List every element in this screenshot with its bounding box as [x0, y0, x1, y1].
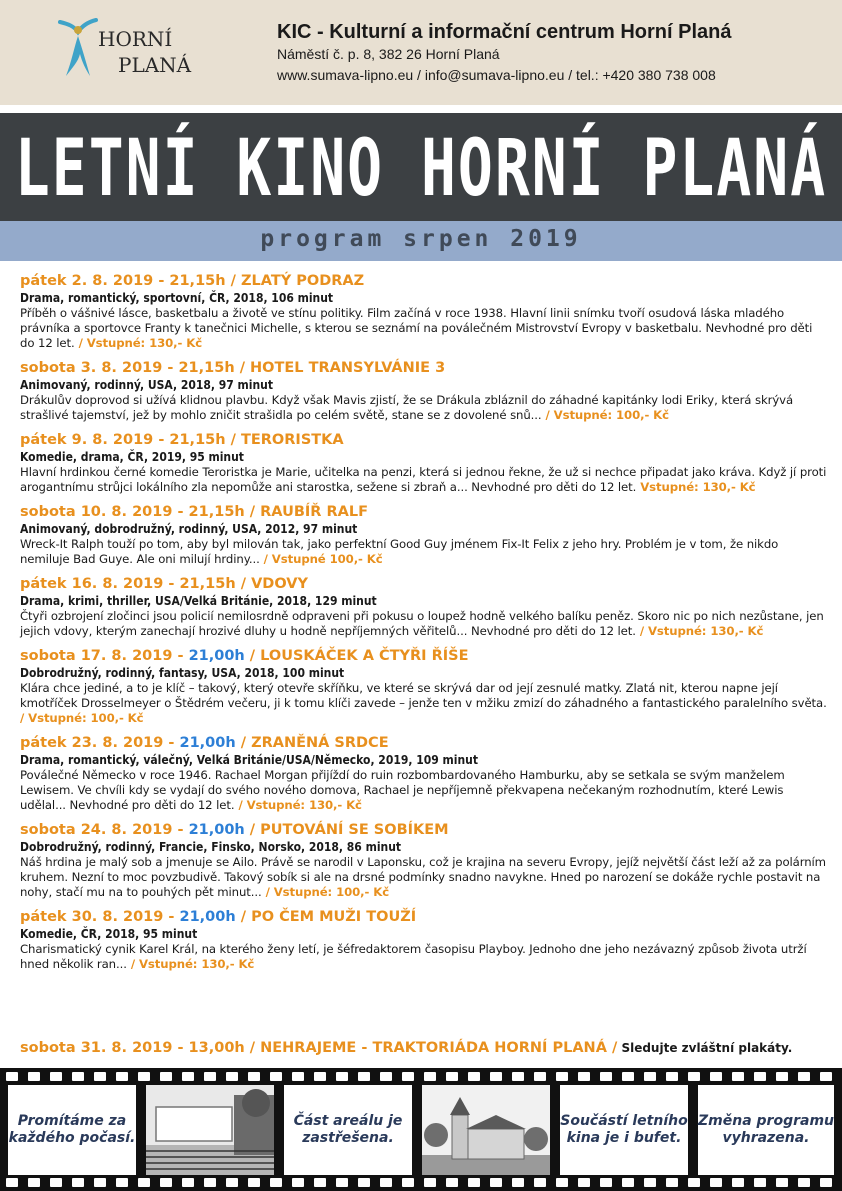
- film-perforation: [402, 1178, 414, 1187]
- film-photo-open-air: [146, 1085, 274, 1175]
- page-subtitle: program srpen 2019: [260, 226, 582, 252]
- film-perforation: [776, 1178, 788, 1187]
- film-perforation: [446, 1072, 458, 1081]
- event-price: / Vstupné: 130,- Kč: [74, 336, 203, 350]
- event-price: / Vstupné: 100,- Kč: [541, 408, 669, 422]
- film-perforation: [446, 1178, 458, 1187]
- film-perforation: [116, 1178, 128, 1187]
- film-perforation: [28, 1072, 40, 1081]
- film-perforation: [424, 1072, 436, 1081]
- film-frame-changes: [698, 1085, 834, 1175]
- film-perforation: [380, 1178, 392, 1187]
- film-perforation: [424, 1178, 436, 1187]
- film-perforation: [578, 1178, 590, 1187]
- church-photo: [422, 1085, 550, 1175]
- film-perforation: [358, 1072, 370, 1081]
- event-description: [20, 768, 830, 813]
- logo-line-1: HORNÍ: [98, 27, 173, 51]
- organization-contact: www.sumava-lipno.eu / info@sumava-lipno.eu / tel.: +420 380 738 008: [277, 67, 716, 83]
- event-item: [20, 272, 830, 351]
- film-perforation: [556, 1178, 568, 1187]
- event-item: [20, 734, 830, 813]
- film-perforation: [292, 1178, 304, 1187]
- film-perforation: [666, 1178, 678, 1187]
- event-date: sobota 10. 8. 2019 - 21,15h: [20, 504, 245, 520]
- event-description: [20, 306, 830, 351]
- event-description-text: Wreck-It Ralph touží po tom, aby byl milován tak, jako perfektní Good Guy jménem Fix-It Felix z jeho hry. Problém je v tom, že nikdo nemiluje Bad Guye. Ale oni milují hrdiny...: [20, 537, 779, 566]
- last-event-note: Sledujte zvláštní plakáty.: [617, 1041, 793, 1055]
- film-perforation: [270, 1072, 282, 1081]
- event-film-title: / TERORISTKA: [225, 432, 344, 448]
- film-perforation: [600, 1178, 612, 1187]
- film-perforation: [402, 1072, 414, 1081]
- film-perforation: [534, 1072, 546, 1081]
- film-perforation: [622, 1178, 634, 1187]
- event-item: [20, 647, 830, 726]
- event-time: 21,00h: [188, 648, 245, 664]
- film-perforation: [182, 1178, 194, 1187]
- event-heading: [20, 734, 830, 753]
- film-frame-changes-text: Změna programu vyhrazena.: [698, 1113, 834, 1146]
- film-perforation: [160, 1072, 172, 1081]
- film-perforation: [380, 1072, 392, 1081]
- event-film-title: / ZRANĚNÁ SRDCE: [235, 735, 389, 751]
- film-perforation: [50, 1178, 62, 1187]
- film-perforation: [666, 1072, 678, 1081]
- film-perforation: [72, 1072, 84, 1081]
- event-date: pátek 9. 8. 2019 - 21,15h: [20, 432, 226, 448]
- film-perforation: [182, 1072, 194, 1081]
- film-perforation: [468, 1178, 480, 1187]
- film-perforation: [160, 1178, 172, 1187]
- event-description-text: Náš hrdina je malý sob a jmenuje se Ailo. Právě se narodil v Laponsku, což je krajina na severu Evropy, jejíž největší část leží až za polárním kruhem. Nezní to moc povzbudivě. Takový sobík si ale na drsné podmínky snadno navykne. Hned po narození se dokáže rychle postavit na nohy, stačí mu na to pouhých pět minut...: [20, 855, 826, 899]
- film-frame-weather-text: Promítáme za každého počasí.: [8, 1113, 136, 1146]
- event-item: [20, 821, 830, 900]
- event-heading: [20, 647, 830, 666]
- logo-line-2: PLANÁ: [118, 53, 192, 77]
- event-film-title: / RAUBÍŘ RALF: [244, 504, 369, 520]
- film-perforation: [644, 1178, 656, 1187]
- event-price: Vstupné: 130,- Kč: [636, 480, 756, 494]
- film-frame-weather: [8, 1085, 136, 1175]
- event-time: 21,00h: [179, 909, 236, 925]
- film-perforation: [688, 1072, 700, 1081]
- film-perforation: [468, 1072, 480, 1081]
- film-perforation: [512, 1178, 524, 1187]
- event-description-text: Drákulův doprovod si užívá klidnou plavbu. Když však Mavis zjistí, že se Drákula zbláznil do záhadné kapitánky lodi Eriky, která skrývá strašlivé tajemství, jež by mohlo zničit strašidla po celém světě, stane se z dovolené snů...: [20, 393, 794, 422]
- film-perforation: [820, 1072, 832, 1081]
- event-description: [20, 942, 830, 972]
- event-genre: Drama, romantický, válečný, Velká Británie/USA/Německo, 2019, 109 minut: [20, 753, 478, 767]
- event-description: [20, 681, 830, 726]
- film-frame-buffet: [560, 1085, 688, 1175]
- event-heading: [20, 431, 830, 450]
- film-perforation: [622, 1072, 634, 1081]
- event-item: [20, 359, 830, 423]
- film-perforation: [50, 1072, 62, 1081]
- organization-address: Náměstí č. p. 8, 382 26 Horní Planá: [277, 46, 500, 62]
- film-perforation: [556, 1072, 568, 1081]
- film-frame-roof: [284, 1085, 412, 1175]
- film-perforation: [820, 1178, 832, 1187]
- event-genre: Komedie, drama, ČR, 2019, 95 minut: [20, 450, 244, 464]
- film-frame-buffet-text: Součástí letního kina je i bufet.: [560, 1113, 688, 1146]
- last-event: [20, 1040, 792, 1056]
- film-perforation: [798, 1178, 810, 1187]
- event-description: [20, 465, 830, 495]
- film-perforation: [732, 1178, 744, 1187]
- event-date: sobota 17. 8. 2019 -: [20, 648, 189, 664]
- film-perforation: [754, 1178, 766, 1187]
- event-film-title: / LOUSKÁČEK A ČTYŘI ŘÍŠE: [244, 648, 469, 664]
- film-perforation: [270, 1178, 282, 1187]
- event-description: [20, 393, 830, 423]
- film-perforation: [688, 1178, 700, 1187]
- event-time: 21,00h: [179, 735, 236, 751]
- film-perforation: [490, 1178, 502, 1187]
- open-air-screen-photo: [146, 1085, 274, 1175]
- film-perforation: [248, 1072, 260, 1081]
- film-perforation: [138, 1178, 150, 1187]
- film-perforation: [314, 1178, 326, 1187]
- event-date: pátek 23. 8. 2019 -: [20, 735, 180, 751]
- organization-name: KIC - Kulturní a informační centrum Horní Planá: [277, 21, 732, 43]
- event-description: [20, 537, 830, 567]
- film-perforation: [336, 1178, 348, 1187]
- event-description: [20, 609, 830, 639]
- page-title: LETNÍ KINO HORNÍ PLANÁ: [14, 122, 828, 214]
- film-perforation: [732, 1072, 744, 1081]
- film-perforation: [600, 1072, 612, 1081]
- film-perforation: [512, 1072, 524, 1081]
- event-description-text: Hlavní hrdinkou černé komedie Teroristka je Marie, učitelka na penzi, která si jednou řekne, že už si nechce připadat jako kráva. Když jí proti arogantnímu strůjci lokálního zla nepomůže ani starostka, sežene si zbraň a... Nevhodné pro děti do 12 let.: [20, 465, 827, 494]
- event-date: sobota 24. 8. 2019 -: [20, 822, 189, 838]
- event-price: / Vstupné 100,- Kč: [259, 552, 383, 566]
- film-perforation: [710, 1178, 722, 1187]
- logo: [98, 26, 191, 78]
- event-price: / Vstupné: 130,- Kč: [126, 957, 255, 971]
- event-description-text: Poválečné Německo v roce 1946. Rachael Morgan přijíždí do ruin rozbombardovaného Hamburku, aby se setkala se svým manželem Lewisem. Ve chvíli kdy se vydají do svého nového domova, Rachael je nepříjemně překvapena nečekaným rozhodnutím, které Lewis udělal... Nevhodné pro děti do 12 let.: [20, 768, 785, 812]
- film-perforation: [226, 1072, 238, 1081]
- event-genre: Animovaný, rodinný, USA, 2018, 97 minut: [20, 378, 274, 392]
- film-perforation: [490, 1072, 502, 1081]
- event-heading: [20, 272, 830, 291]
- event-price: / Vstupné: 130,- Kč: [234, 798, 362, 812]
- film-perforation: [292, 1072, 304, 1081]
- event-price: / Vstupné: 130,- Kč: [635, 624, 764, 638]
- event-genre: Drama, krimi, thriller, USA/Velká Británie, 2018, 129 minut: [20, 594, 377, 608]
- film-perforation: [754, 1072, 766, 1081]
- last-event-text: sobota 31. 8. 2019 - 13,00h / NEHRAJEME - TRAKTORIÁDA HORNÍ PLANÁ /: [20, 1040, 618, 1056]
- event-genre: Dobrodružný, rodinný, Francie, Finsko, Norsko, 2018, 86 minut: [20, 840, 402, 854]
- film-perforation: [6, 1072, 18, 1081]
- film-perforation: [534, 1178, 546, 1187]
- event-item: [20, 908, 830, 972]
- event-heading: [20, 908, 830, 927]
- film-perforation: [798, 1072, 810, 1081]
- event-date: sobota 3. 8. 2019 - 21,15h: [20, 360, 235, 376]
- film-perforation: [28, 1178, 40, 1187]
- event-description-text: Čtyři ozbrojení zločinci jsou policií nemilosrdně odpraveni při pokusu o loupež hodně velkého balíku peněz. Skoro nic po nich nezůstane, jen jejich vdovy, kterým zanechají hrozivé dluhy u hodně nepříjemných věřitelů... Nevhodné pro děti do 12 let.: [20, 609, 824, 638]
- film-perforation: [116, 1072, 128, 1081]
- film-perforation: [72, 1178, 84, 1187]
- event-description-text: Klára chce jediné, a to je klíč – takový, který otevře skříňku, ve které se skrývá dar od její zesnulé matky. Zlatá nit, kterou napne její kmotříček Drosselmeyer o Štědrém večeru, ji k tomu klíči zavede – jenže ten v mžiku zmizí do záhadného a fantastického paralelního světa.: [20, 681, 827, 710]
- film-perforation: [644, 1072, 656, 1081]
- film-perforation: [336, 1072, 348, 1081]
- header-info: [277, 20, 732, 86]
- film-frame-roof-text: Část areálu je zastřešena.: [293, 1113, 403, 1146]
- film-perforation: [710, 1072, 722, 1081]
- event-item: [20, 575, 830, 639]
- film-photo-church: [422, 1085, 550, 1175]
- event-heading: [20, 503, 830, 522]
- event-heading: [20, 575, 830, 594]
- event-item: [20, 503, 830, 567]
- event-heading: [20, 821, 830, 840]
- film-perforation: [226, 1178, 238, 1187]
- event-date: pátek 2. 8. 2019 - 21,15h: [20, 273, 226, 289]
- event-film-title: / PUTOVÁNÍ SE SOBÍKEM: [244, 822, 449, 838]
- event-price: / Vstupné: 100,- Kč: [20, 711, 144, 725]
- event-description: [20, 855, 830, 900]
- event-description-text: Charismatický cynik Karel Král, na kterého ženy letí, je šéfredaktorem časopisu Playboy. Jednoho dne jeho nezávazný způsob života utrží hned několik ran...: [20, 942, 807, 971]
- film-perforation: [94, 1072, 106, 1081]
- event-date: pátek 30. 8. 2019 -: [20, 909, 180, 925]
- event-genre: Komedie, ČR, 2018, 95 minut: [20, 927, 198, 941]
- event-genre: Animovaný, dobrodružný, rodinný, USA, 2012, 97 minut: [20, 522, 358, 536]
- event-genre: Drama, romantický, sportovní, ČR, 2018, 106 minut: [20, 291, 334, 305]
- film-perforation: [204, 1072, 216, 1081]
- program-list: [20, 272, 830, 980]
- event-film-title: / HOTEL TRANSYLVÁNIE 3: [234, 360, 446, 376]
- event-film-title: / ZLATÝ PODRAZ: [225, 273, 365, 289]
- film-perforation: [204, 1178, 216, 1187]
- film-perforation: [6, 1178, 18, 1187]
- event-film-title: / PO ČEM MUŽI TOUŽÍ: [235, 909, 417, 925]
- event-description-text: Příběh o vášnivé lásce, basketbalu a životě ve stínu politiky. Film začíná v roce 1938. Hlavní linii snímku tvoří osudová láska mladého právníka a sportovce Franty k tanečnici Michelle, s kterou se seznámí na poválečném Mistrovství Evropy v basketbalu. Nevhodné pro děti do 12 let.: [20, 306, 813, 350]
- event-item: [20, 431, 830, 495]
- film-perforation: [94, 1178, 106, 1187]
- event-heading: [20, 359, 830, 378]
- logo-figure-icon: [52, 14, 98, 82]
- event-price: / Vstupné: 100,- Kč: [261, 885, 390, 899]
- event-time: 21,00h: [188, 822, 245, 838]
- film-perforation: [314, 1072, 326, 1081]
- film-perforation: [138, 1072, 150, 1081]
- film-perforation: [358, 1178, 370, 1187]
- film-perforation: [776, 1072, 788, 1081]
- film-perforation: [248, 1178, 260, 1187]
- event-film-title: / VDOVY: [235, 576, 308, 592]
- film-perforation: [578, 1072, 590, 1081]
- event-date: pátek 16. 8. 2019 - 21,15h: [20, 576, 236, 592]
- event-genre: Dobrodružný, rodinný, fantasy, USA, 2018, 100 minut: [20, 666, 345, 680]
